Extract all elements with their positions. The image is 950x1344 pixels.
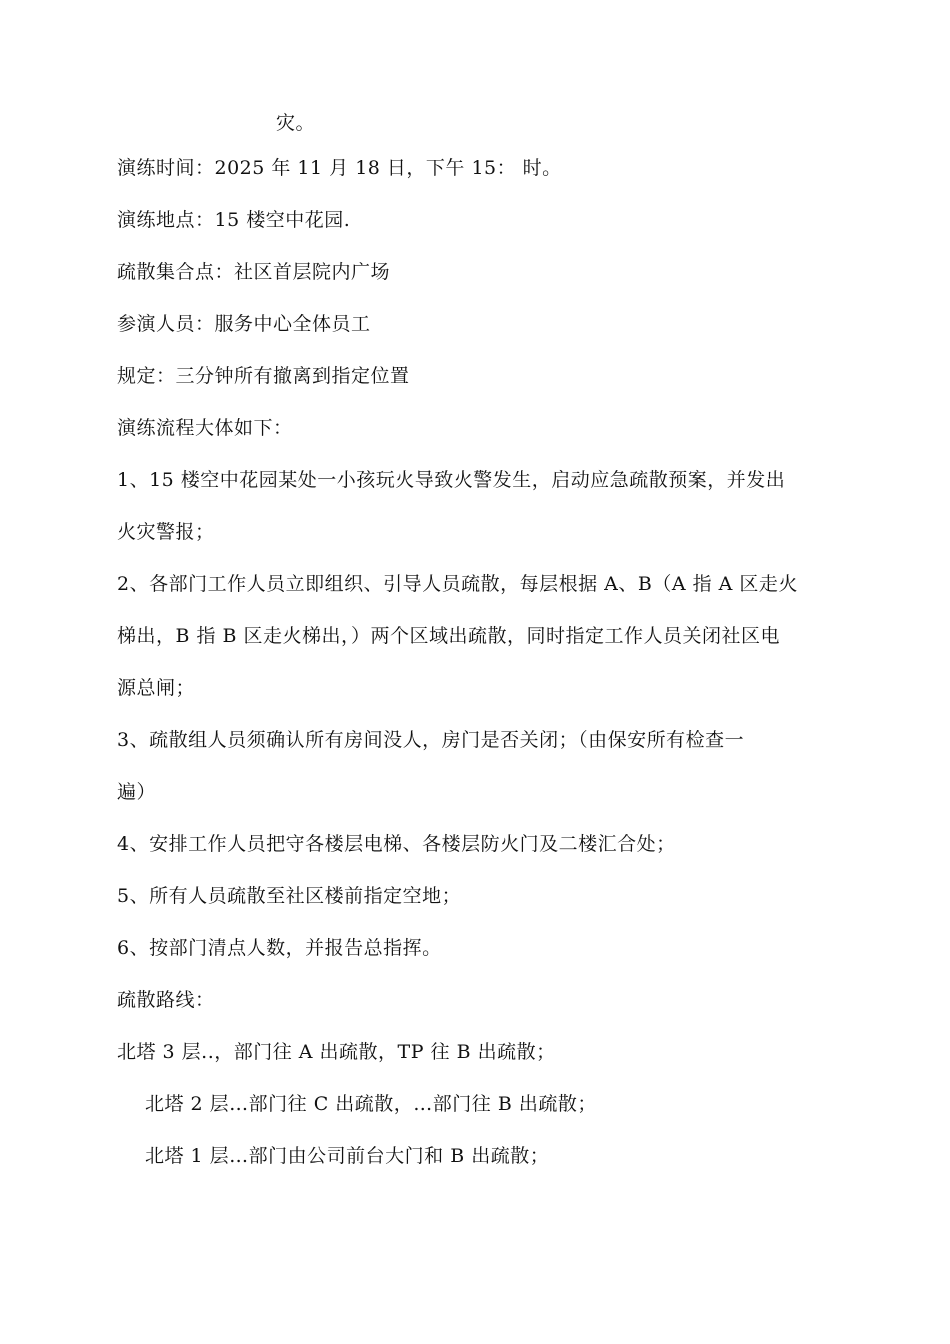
text-line-route-heading: 疏散路线： — [117, 989, 215, 1011]
text-line-assembly-point: 疏散集合点：社区首层院内广场 — [117, 261, 391, 283]
text-line-route-north-3: 北塔 3 层..，部门往 A 出疏散，TP 往 B 出疏散； — [117, 1041, 556, 1063]
text-line-process-heading: 演练流程大体如下： — [117, 417, 293, 439]
text-line-step-3-cont: 遍） — [117, 781, 157, 803]
text-line-drill-time: 演练时间：2025 年 11 月 18 日，下午 15： 时。 — [117, 157, 562, 179]
text-line-step-2-cont: 梯出，B 指 B 区走火梯出，）两个区域出疏散，同时指定工作人员关闭社区电 — [117, 625, 781, 647]
text-line-step-3: 3、疏散组人员须确认所有房间没人，房门是否关闭；（由保安所有检查一 — [117, 729, 745, 751]
text-line-route-north-2: 北塔 2 层…部门往 C 出疏散，…部门往 B 出疏散； — [145, 1093, 597, 1115]
text-line-step-1: 1、15 楼空中花园某处一小孩玩火导致火警发生，启动应急疏散预案，并发出 — [117, 469, 786, 491]
text-line-route-north-1: 北塔 1 层…部门由公司前台大门和 B 出疏散； — [145, 1145, 550, 1167]
text-line-step-1-cont: 火灾警报； — [117, 521, 215, 543]
text-line-step-5: 5、所有人员疏散至社区楼前指定空地； — [117, 885, 462, 907]
text-line-continuation: 灾。 — [276, 112, 316, 134]
text-line-step-6: 6、按部门清点人数，并报告总指挥。 — [117, 937, 442, 959]
text-line-drill-location: 演练地点：15 楼空中花园. — [117, 209, 351, 231]
text-line-participants: 参演人员：服务中心全体员工 — [117, 313, 371, 335]
text-line-rule: 规定：三分钟所有撤离到指定位置 — [117, 365, 410, 387]
text-line-step-2-end: 源总闸； — [117, 677, 196, 699]
text-line-step-4: 4、安排工作人员把守各楼层电梯、各楼层防火门及二楼汇合处； — [117, 833, 676, 855]
text-line-step-2: 2、各部门工作人员立即组织、引导人员疏散，每层根据 A、B（A 指 A 区走火 — [117, 573, 798, 595]
